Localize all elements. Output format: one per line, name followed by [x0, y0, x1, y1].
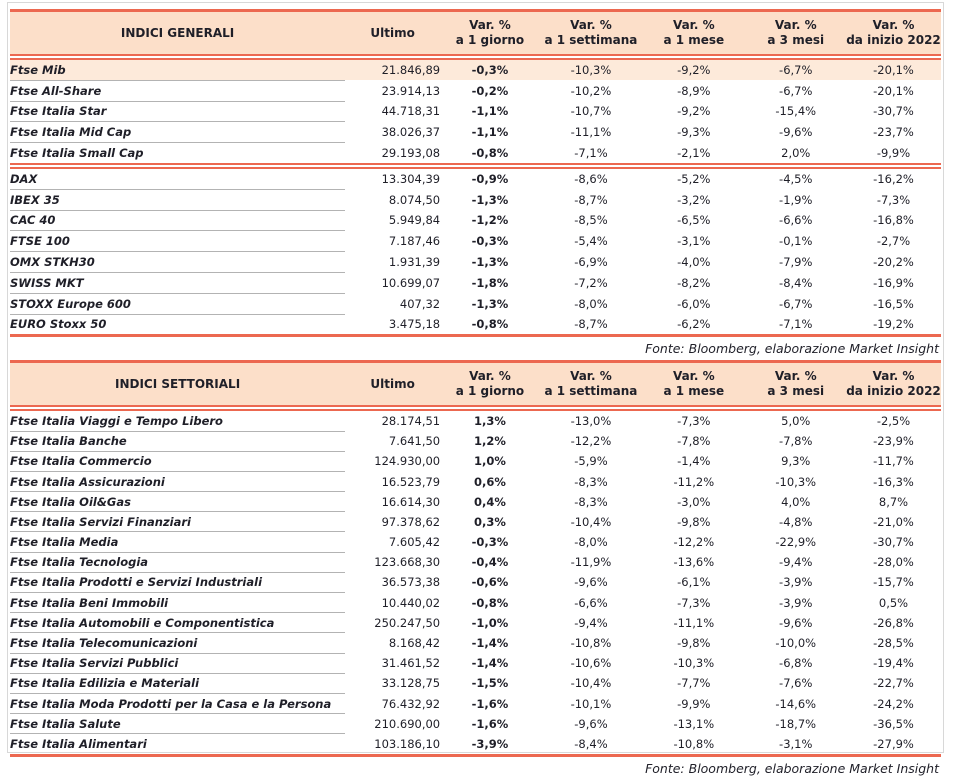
table-row: [10, 552, 941, 572]
var-3-mesi-value: -9,4%: [779, 555, 813, 570]
var-1-settimana-value: -10,8%: [570, 636, 612, 651]
header-row: [10, 362, 941, 407]
var-1-settimana-value: -9,6%: [574, 716, 608, 731]
var-1-giorno-value: -1,4%: [471, 636, 509, 651]
var-label-bottom: a 3 mesi: [767, 33, 825, 47]
var-1-giorno-value: -1,6%: [471, 696, 509, 711]
ultimo-value: 8.168,42: [388, 636, 441, 651]
table-row: [10, 673, 941, 693]
table-row: [10, 80, 941, 101]
col-var: [846, 11, 941, 56]
var-1-settimana-value: -9,6%: [574, 575, 608, 590]
table-row: [10, 714, 941, 734]
var-3-mesi-value: -10,3%: [775, 474, 817, 489]
var-1-mese-value: -13,1%: [673, 716, 715, 731]
table-row: [10, 613, 941, 633]
var-inizio-2022-value: -19,4%: [873, 656, 914, 671]
index-name: Ftse Italia Banche: [10, 431, 345, 451]
col-ultimo: Ultimo: [345, 11, 440, 56]
var-inizio-2022-value: -20,2%: [873, 255, 914, 270]
ultimo-value: 16.614,30: [381, 494, 441, 509]
table-row: [10, 572, 941, 592]
var-1-mese-value: -5,2%: [677, 172, 711, 187]
var-1-giorno-value: -0,6%: [471, 575, 509, 590]
var-3-mesi-value: -22,9%: [775, 535, 817, 550]
index-name: Ftse Italia Commercio: [10, 451, 345, 471]
var-label-bottom: a 1 settimana: [544, 384, 638, 399]
table-row: [10, 693, 941, 713]
table-row: [10, 101, 941, 122]
ultimo-value: 38.026,37: [381, 125, 441, 140]
var-3-mesi-value: -6,7%: [779, 296, 813, 311]
var-label-bottom: a 1 settimana: [544, 33, 638, 47]
index-name: Ftse Italia Salute: [10, 714, 345, 734]
ultimo-value: 21.846,89: [345, 59, 440, 80]
var-1-settimana-value: -9,4%: [574, 615, 608, 630]
var-inizio-2022-value: -30,7%: [873, 104, 914, 119]
index-name: Ftse Italia Tecnologia: [10, 552, 345, 572]
col-var: [440, 11, 540, 56]
index-name: OMX STKH30: [10, 252, 345, 273]
ultimo-value: 16.523,79: [381, 474, 441, 489]
var-1-giorno-value: -1,5%: [471, 676, 509, 691]
index-name: Ftse Mib: [10, 59, 345, 80]
var-3-mesi-value: -3,9%: [779, 595, 813, 610]
var-1-mese-value: -9,8%: [677, 514, 711, 529]
index-name: Ftse Italia Servizi Finanziari: [10, 512, 345, 532]
var-label-bottom: a 1 giorno: [455, 384, 525, 399]
var-3-mesi-value: -15,4%: [775, 104, 817, 119]
var-1-giorno-value: -1,1%: [471, 104, 509, 119]
var-1-mese-value: -7,8%: [677, 434, 711, 449]
ultimo-value: 36.573,38: [381, 575, 441, 590]
index-name: FTSE 100: [10, 231, 345, 252]
index-name: Ftse Italia Media: [10, 532, 345, 552]
var-label-top: Var. %: [872, 369, 915, 384]
index-name: DAX: [10, 168, 345, 189]
var-inizio-2022-value: -30,7%: [873, 535, 914, 550]
index-name: SWISS MKT: [10, 272, 345, 293]
indici-generali-header: [10, 11, 941, 56]
var-3-mesi-value: -10,0%: [775, 636, 817, 651]
ultimo-value: 123.668,30: [374, 555, 441, 570]
col-var: [540, 362, 642, 407]
index-name: Ftse Italia Automobili e Componentistica: [10, 613, 345, 633]
var-1-mese-value: -6,1%: [677, 575, 711, 590]
var-3-mesi-value: -7,8%: [779, 434, 813, 449]
var-inizio-2022-value: -23,7%: [873, 125, 914, 140]
ultimo-value: 1.931,39: [388, 255, 441, 270]
var-inizio-2022-value: -23,9%: [873, 434, 914, 449]
var-label-top: Var. %: [469, 18, 511, 32]
index-name: Ftse Italia Alimentari: [10, 736, 147, 751]
table-row: [10, 143, 941, 164]
var-1-giorno-value: -0,9%: [471, 172, 509, 187]
ultimo-value: 250.247,50: [374, 615, 441, 630]
var-1-giorno-value: -0,3%: [471, 535, 509, 550]
var-1-giorno-value: 0,6%: [473, 474, 506, 489]
var-3-mesi-value: -1,9%: [779, 192, 813, 207]
index-name: CAC 40: [10, 210, 345, 231]
var-1-giorno-value: 1,2%: [473, 434, 506, 449]
table-row: [10, 633, 941, 653]
var-inizio-2022-value: -27,9%: [873, 736, 914, 751]
var-inizio-2022-value: -26,8%: [873, 615, 914, 630]
var-1-settimana-value: -6,9%: [574, 255, 608, 270]
table-row: [10, 231, 941, 252]
source-note: Fonte: Bloomberg, elaborazione Market Insight: [645, 760, 939, 776]
var-inizio-2022-value: -11,7%: [873, 454, 914, 469]
var-label-bottom: da inizio 2022: [846, 33, 941, 47]
var-3-mesi-value: -7,9%: [779, 255, 813, 270]
var-3-mesi-value: -9,6%: [779, 615, 813, 630]
var-1-settimana-value: -10,6%: [570, 656, 612, 671]
table-title: INDICI SETTORIALI: [10, 362, 345, 407]
sector-indices-section: [10, 410, 941, 755]
var-3-mesi-value: -4,8%: [779, 514, 813, 529]
var-1-giorno-value: 1,0%: [473, 454, 506, 469]
var-1-settimana-value: -10,1%: [570, 696, 612, 711]
var-1-giorno-value: -0,8%: [471, 145, 509, 160]
var-label-top: Var. %: [469, 369, 511, 384]
ultimo-value: 3.475,18: [388, 317, 441, 332]
index-name: Ftse Italia Small Cap: [10, 146, 144, 161]
var-1-settimana-value: -10,4%: [570, 514, 612, 529]
index-name: STOXX Europe 600: [10, 293, 345, 314]
var-inizio-2022-value: -20,1%: [873, 83, 914, 98]
var-inizio-2022-value: -21,0%: [873, 514, 914, 529]
var-label-top: Var. %: [672, 18, 715, 32]
col-var: [440, 362, 540, 407]
var-inizio-2022-value: -16,3%: [873, 474, 914, 489]
var-3-mesi-value: -18,7%: [775, 716, 817, 731]
var-inizio-2022-value: -28,5%: [873, 636, 914, 651]
var-1-giorno-value: -1,1%: [471, 125, 509, 140]
var-1-giorno-value: -1,6%: [471, 716, 509, 731]
var-1-mese-value: -10,8%: [673, 736, 715, 751]
ultimo-value: 7.605,42: [388, 535, 441, 550]
ultimo-value: 8.074,50: [388, 192, 441, 207]
var-3-mesi-value: -6,8%: [779, 656, 813, 671]
indici-settoriali-table: [10, 360, 941, 756]
table-row: [10, 512, 941, 532]
var-1-mese-value: -9,2%: [677, 104, 711, 119]
var-1-mese-value: -9,2%: [642, 59, 745, 80]
var-1-mese-value: -9,9%: [677, 696, 711, 711]
ultimo-value: 28.174,51: [381, 414, 441, 429]
ultimo-value: 31.461,52: [381, 656, 441, 671]
var-inizio-2022-value: -2,5%: [876, 414, 911, 429]
var-1-mese-value: -13,6%: [673, 555, 715, 570]
var-1-settimana-value: -5,9%: [574, 454, 608, 469]
index-name: Ftse Italia Edilizia e Materiali: [10, 673, 345, 693]
var-1-mese-value: -3,0%: [677, 494, 711, 509]
index-name: Ftse Italia Assicurazioni: [10, 471, 345, 491]
var-3-mesi-value: -14,6%: [775, 696, 817, 711]
var-1-settimana-value: -8,0%: [574, 535, 608, 550]
europe-indices-section: [10, 168, 941, 336]
var-inizio-2022-value: -16,9%: [873, 275, 914, 290]
var-1-settimana-value: -13,0%: [570, 414, 612, 429]
source-note: Fonte: Bloomberg, elaborazione Market Insight: [645, 341, 939, 357]
col-var: [745, 11, 846, 56]
var-1-settimana-value: -11,9%: [570, 555, 612, 570]
var-label-bottom: a 1 mese: [663, 384, 725, 399]
var-3-mesi-value: 9,3%: [781, 454, 811, 469]
var-label-top: Var. %: [774, 369, 817, 384]
var-1-settimana-value: -6,6%: [574, 595, 608, 610]
var-1-settimana-value: -7,2%: [574, 275, 608, 290]
var-1-settimana-value: -8,7%: [574, 317, 608, 332]
var-1-settimana-value: -8,6%: [574, 172, 608, 187]
table-row: [10, 593, 941, 613]
table-row: [10, 471, 941, 491]
col-var: [540, 11, 642, 56]
var-inizio-2022-value: -20,1%: [846, 59, 941, 80]
table-row: [10, 451, 941, 471]
ultimo-value: 23.914,13: [381, 83, 441, 98]
index-name: Ftse Italia Moda Prodotti per la Casa e la Persona: [10, 693, 345, 713]
index-name: Ftse Italia Servizi Pubblici: [10, 653, 345, 673]
ultimo-value: 407,32: [399, 296, 441, 311]
header-row: [10, 11, 941, 56]
var-1-settimana-value: -10,7%: [570, 104, 612, 119]
var-3-mesi-value: -6,7%: [779, 83, 813, 98]
col-var: [846, 362, 941, 407]
var-label-bottom: da inizio 2022: [846, 384, 941, 399]
var-1-giorno-value: -0,8%: [471, 595, 509, 610]
index-name: Ftse Italia Oil&Gas: [10, 492, 345, 512]
var-1-mese-value: -11,2%: [673, 474, 715, 489]
var-1-settimana-value: -10,2%: [570, 83, 612, 98]
index-name: EURO Stoxx 50: [10, 317, 107, 332]
var-inizio-2022-value: -19,2%: [873, 317, 914, 332]
var-inizio-2022-value: -16,2%: [873, 172, 914, 187]
ultimo-value: 7.187,46: [388, 234, 441, 249]
var-inizio-2022-value: 8,7%: [878, 494, 909, 509]
var-1-giorno-value: 0,3%: [473, 514, 506, 529]
var-1-mese-value: -6,0%: [677, 296, 711, 311]
table-row: [10, 314, 941, 336]
var-1-giorno-value: -0,2%: [471, 83, 509, 98]
var-3-mesi-value: 4,0%: [781, 494, 811, 509]
var-1-giorno-value: -0,4%: [471, 555, 509, 570]
var-3-mesi-value: -8,4%: [779, 275, 813, 290]
var-1-giorno-value: -3,9%: [471, 736, 509, 751]
var-1-mese-value: -1,4%: [677, 454, 711, 469]
ultimo-value: 103.186,10: [374, 736, 441, 751]
table-row: [10, 653, 941, 673]
var-inizio-2022-value: -16,5%: [873, 296, 914, 311]
var-1-giorno-value: 0,4%: [473, 494, 506, 509]
ultimo-value: 76.432,92: [381, 696, 441, 711]
col-ultimo: Ultimo: [345, 362, 440, 407]
var-1-mese-value: -9,3%: [677, 125, 711, 140]
col-var: [642, 362, 745, 407]
var-inizio-2022-value: -9,9%: [876, 145, 911, 160]
var-inizio-2022-value: -22,7%: [873, 676, 914, 691]
table-row: [10, 492, 941, 512]
var-1-mese-value: -7,3%: [677, 414, 711, 429]
italy-indices-section: [10, 59, 941, 164]
ultimo-value: 10.440,02: [381, 595, 441, 610]
ultimo-value: 210.690,00: [374, 716, 441, 731]
var-1-settimana-value: -8,0%: [574, 296, 608, 311]
var-1-settimana-value: -8,3%: [574, 474, 608, 489]
index-name: Ftse Italia Viaggi e Tempo Libero: [10, 410, 345, 431]
var-inizio-2022-value: -28,0%: [873, 555, 914, 570]
var-1-mese-value: -2,1%: [677, 145, 711, 160]
table-row: [10, 59, 941, 80]
var-1-giorno-value: -0,3%: [471, 234, 509, 249]
col-var: [642, 11, 745, 56]
var-1-settimana-value: -8,3%: [574, 494, 608, 509]
ultimo-value: 33.128,75: [381, 676, 441, 691]
var-1-settimana-value: -8,5%: [574, 213, 608, 228]
var-label-top: Var. %: [672, 369, 715, 384]
var-1-giorno-value: -1,3%: [471, 192, 509, 207]
var-1-giorno-value: -1,8%: [471, 275, 509, 290]
table-row: [10, 410, 941, 431]
var-1-giorno-value: -0,3%: [440, 59, 540, 80]
var-1-mese-value: -7,7%: [677, 676, 711, 691]
var-3-mesi-value: -9,6%: [779, 125, 813, 140]
var-1-mese-value: -3,1%: [677, 234, 711, 249]
var-inizio-2022-value: -24,2%: [873, 696, 914, 711]
index-name: Ftse Italia Mid Cap: [10, 122, 345, 143]
var-3-mesi-value: -4,5%: [779, 172, 813, 187]
var-1-settimana-value: -12,2%: [570, 434, 612, 449]
indici-settoriali-header: [10, 362, 941, 407]
var-1-settimana-value: -8,7%: [574, 192, 608, 207]
var-label-top: Var. %: [774, 18, 817, 32]
var-inizio-2022-value: 0,5%: [878, 595, 909, 610]
var-1-mese-value: -3,2%: [677, 192, 711, 207]
var-1-giorno-value: -0,8%: [471, 317, 509, 332]
var-1-giorno-value: -1,3%: [471, 296, 509, 311]
ultimo-value: 29.193,08: [381, 145, 441, 160]
var-inizio-2022-value: -2,7%: [876, 234, 911, 249]
var-1-mese-value: -9,8%: [677, 636, 711, 651]
table-row: [10, 532, 941, 552]
indici-generali-table: [10, 9, 941, 337]
var-1-mese-value: -8,9%: [677, 83, 711, 98]
ultimo-value: 5.949,84: [388, 213, 441, 228]
var-inizio-2022-value: -36,5%: [873, 716, 914, 731]
var-1-mese-value: -8,2%: [677, 275, 711, 290]
var-1-giorno-value: 1,3%: [473, 414, 506, 429]
var-1-mese-value: -6,2%: [677, 317, 711, 332]
ultimo-value: 44.718,31: [381, 104, 441, 119]
var-3-mesi-value: 5,0%: [781, 414, 811, 429]
table-row: [10, 734, 941, 755]
var-1-mese-value: -6,5%: [677, 213, 711, 228]
var-label-top: Var. %: [570, 18, 612, 32]
ultimo-value: 7.641,50: [388, 434, 441, 449]
ultimo-value: 10.699,07: [381, 275, 441, 290]
index-name: IBEX 35: [10, 189, 345, 210]
index-name: Ftse Italia Prodotti e Servizi Industriali: [10, 572, 345, 592]
var-inizio-2022-value: -16,8%: [873, 213, 914, 228]
var-1-settimana-value: -11,1%: [570, 125, 612, 140]
table-row: [10, 168, 941, 189]
var-3-mesi-value: -7,1%: [779, 317, 813, 332]
table-row: [10, 272, 941, 293]
var-1-settimana-value: -5,4%: [574, 234, 608, 249]
var-1-settimana-value: -7,1%: [574, 145, 608, 160]
var-1-settimana-value: -10,3%: [540, 59, 642, 80]
var-1-settimana-value: -10,4%: [570, 676, 612, 691]
var-label-top: Var. %: [570, 369, 612, 384]
var-inizio-2022-value: -7,3%: [876, 192, 911, 207]
var-3-mesi-value: -6,7%: [745, 59, 846, 80]
index-name: Ftse Italia Star: [10, 101, 345, 122]
var-1-giorno-value: -1,0%: [471, 615, 509, 630]
var-inizio-2022-value: -15,7%: [873, 575, 914, 590]
var-3-mesi-value: -3,1%: [779, 736, 813, 751]
var-1-mese-value: -11,1%: [673, 615, 715, 630]
var-1-mese-value: -4,0%: [677, 255, 711, 270]
table-row: [10, 189, 941, 210]
var-1-mese-value: -10,3%: [673, 656, 715, 671]
table-row: [10, 122, 941, 143]
index-name: Ftse All-Share: [10, 80, 345, 101]
report-frame: [7, 2, 944, 776]
var-1-giorno-value: -1,2%: [471, 213, 509, 228]
index-name: Ftse Italia Beni Immobili: [10, 593, 345, 613]
var-label-bottom: a 3 mesi: [767, 384, 825, 399]
var-label-bottom: a 1 mese: [663, 33, 725, 47]
var-3-mesi-value: -6,6%: [779, 213, 813, 228]
table-row: [10, 210, 941, 231]
col-var: [745, 362, 846, 407]
ultimo-value: 97.378,62: [381, 514, 441, 529]
var-1-giorno-value: -1,3%: [471, 255, 509, 270]
table-title: INDICI GENERALI: [10, 11, 345, 56]
var-3-mesi-value: -0,1%: [779, 234, 813, 249]
var-1-giorno-value: -1,4%: [471, 656, 509, 671]
ultimo-value: 124.930,00: [374, 454, 441, 469]
table-row: [10, 252, 941, 273]
var-3-mesi-value: -3,9%: [779, 575, 813, 590]
table-row: [10, 431, 941, 451]
var-label-bottom: a 1 giorno: [455, 33, 525, 47]
index-name: Ftse Italia Telecomunicazioni: [10, 633, 345, 653]
table-row: [10, 293, 941, 314]
var-1-settimana-value: -8,4%: [574, 736, 608, 751]
var-3-mesi-value: -7,6%: [779, 676, 813, 691]
var-3-mesi-value: 2,0%: [781, 145, 811, 160]
var-1-mese-value: -12,2%: [673, 535, 715, 550]
var-label-top: Var. %: [872, 18, 915, 32]
ultimo-value: 13.304,39: [381, 172, 441, 187]
var-1-mese-value: -7,3%: [677, 595, 711, 610]
